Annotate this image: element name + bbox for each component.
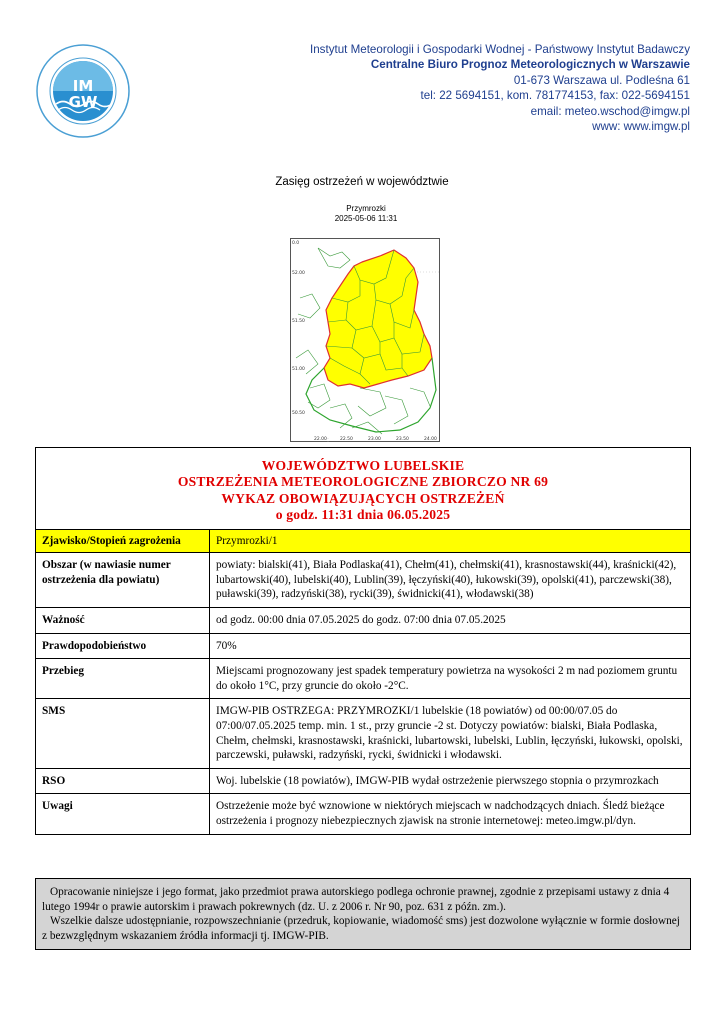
- row-value: Przymrozki/1: [210, 529, 691, 553]
- table-row: [36, 633, 690, 659]
- x-tick: 22.00: [314, 437, 327, 442]
- row-value: IMGW-PIB OSTRZEGA: PRZYMROZKI/1 lubelskie (18 powiatów) od 00:00/07.05 do 07:00/07.05.2025 temp. min. 1 st., przy gruncie -2 st. Dotyczy powiatów: bialski, Biała Podlaska, Chełm, chełmski, krasnostawski, kraśnicki, lubartowski, lubelski, Lublin, łęczyński, łukowski, opolski, parczewski, puławski, radzyński, rycki, świdnicki i włodawski.: [210, 699, 691, 768]
- row-value: powiaty: bialski(41), Biała Podlaska(41), Chełm(41), chełmski(41), krasnostawski(44), kraśnicki(42), lubartowski(40), lubelski(40), Lublin(39), łęczyński(40), łukowski(39), opolski(41), parczewski(38), puławski(39), radzyński(38), rycki(39), świdnicki(41), włodawski(38): [210, 553, 691, 608]
- row-label: Uwagi: [36, 794, 210, 834]
- x-tick: 23.00: [368, 437, 381, 442]
- row-label: Zjawisko/Stopień zagrożenia: [36, 529, 210, 553]
- institute-name: Instytut Meteorologii i Gospodarki Wodnej - Państwowy Instytut Badawczy: [310, 43, 690, 56]
- x-tick: 22.50: [340, 437, 353, 442]
- row-value: Miejscami prognozowany jest spadek temperatury powietrza na wysokości 2 m nad poziomem gruntu do około 1°C, przy gruncie do około -2°C.: [210, 659, 691, 699]
- map-svg: [290, 238, 440, 442]
- warning-list-title: WYKAZ OBOWIĄZUJĄCYCH OSTRZEŻEŃ: [221, 490, 505, 506]
- table-row: [36, 768, 690, 794]
- map-datetime: 2025-05-06 11:31: [334, 214, 398, 223]
- row-value: Woj. lubelskie (18 powiatów), IMGW-PIB wydał ostrzeżenie pierwszego stopnia o przymrozkach: [210, 768, 691, 794]
- table-row: [36, 794, 690, 834]
- phone: tel: 22 5694151, kom. 781774153, fax: 022-5694151: [420, 89, 690, 103]
- copyright-text: Opracowanie niniejsze i jego format, jako przedmiot prawa autorskiego podlega ochronie prawnej, zgodnie z przepisami ustawy z dnia 4 lutego 1994r o prawie autorskim i prawach pokrewnych (dz. U. z 2006 r. Nr 90, poz. 631 z późn. zm.).: [42, 886, 670, 913]
- email[interactable]: email: meteo.wschod@imgw.pl: [530, 104, 690, 118]
- svg-text:GW: GW: [68, 93, 98, 111]
- table-row: [36, 659, 690, 699]
- warning-number: OSTRZEŻENIA METEOROLOGICZNE ZBIORCZO NR 69: [177, 474, 549, 490]
- warning-time: o godz. 11:31 dnia 06.05.2025: [275, 507, 451, 523]
- x-tick: 23.50: [396, 437, 409, 442]
- warning-map: [276, 204, 456, 444]
- row-label: Prawdopodobieństwo: [36, 633, 210, 659]
- row-label: Przebieg: [36, 659, 210, 699]
- distribution-text: Wszelkie dalsze udostępnianie, rozpowszechnianie (przedruk, kopiowanie, wiadomość sms) jest dozwolone wyłącznie w formie dosłownej z bezwzględnym wskazaniem źródła informacji tj. IMGW-PIB.: [42, 915, 680, 942]
- row-label: Obszar (w nawiasie numer ostrzeżenia dla powiatu): [36, 553, 210, 608]
- row-label: RSO: [36, 768, 210, 794]
- y-tick: 51.00: [292, 367, 305, 372]
- row-label: Ważność: [36, 608, 210, 634]
- warning-table: [35, 447, 691, 835]
- y-tick: 50.50: [292, 411, 305, 416]
- corner-label: 0.0: [292, 241, 300, 246]
- table-row: [36, 699, 690, 768]
- row-value: Ostrzeżenie może być wznowione w niektórych miejscach w nadchodzących dniach. Śledź bieżące ostrzeżenia i prognozy niebezpiecznych zjawisk na stronie internetowej: meteo.imgw.pl/dyn.: [210, 794, 691, 834]
- y-tick: 51.50: [292, 319, 305, 324]
- voivodeship-name: WOJEWÓDZTWO LUBELSKIE: [261, 458, 465, 473]
- table-row: [36, 529, 690, 553]
- y-tick: 52.00: [292, 271, 305, 276]
- warning-heading: [36, 448, 690, 529]
- x-tick: 24.00: [424, 437, 437, 442]
- copyright-footer: [35, 878, 691, 950]
- row-value: od godz. 00:00 dnia 07.05.2025 do godz. 07:00 dnia 07.05.2025: [210, 608, 691, 634]
- row-label: SMS: [36, 699, 210, 768]
- table-row: [36, 553, 690, 608]
- section-title: Zasięg ostrzeżeń w województwie: [275, 176, 449, 188]
- bureau-name: Centralne Biuro Prognoz Meteorologicznych w Warszawie: [370, 58, 690, 72]
- svg-text:IM: IM: [72, 77, 94, 95]
- map-title: Przymrozki: [346, 204, 386, 213]
- website[interactable]: www: www.imgw.pl: [592, 120, 690, 134]
- row-value: 70%: [210, 633, 691, 659]
- address: 01-673 Warszawa ul. Podleśna 61: [513, 73, 690, 87]
- imgw-logo: [36, 44, 130, 138]
- table-row: [36, 608, 690, 634]
- institute-header: [310, 42, 690, 134]
